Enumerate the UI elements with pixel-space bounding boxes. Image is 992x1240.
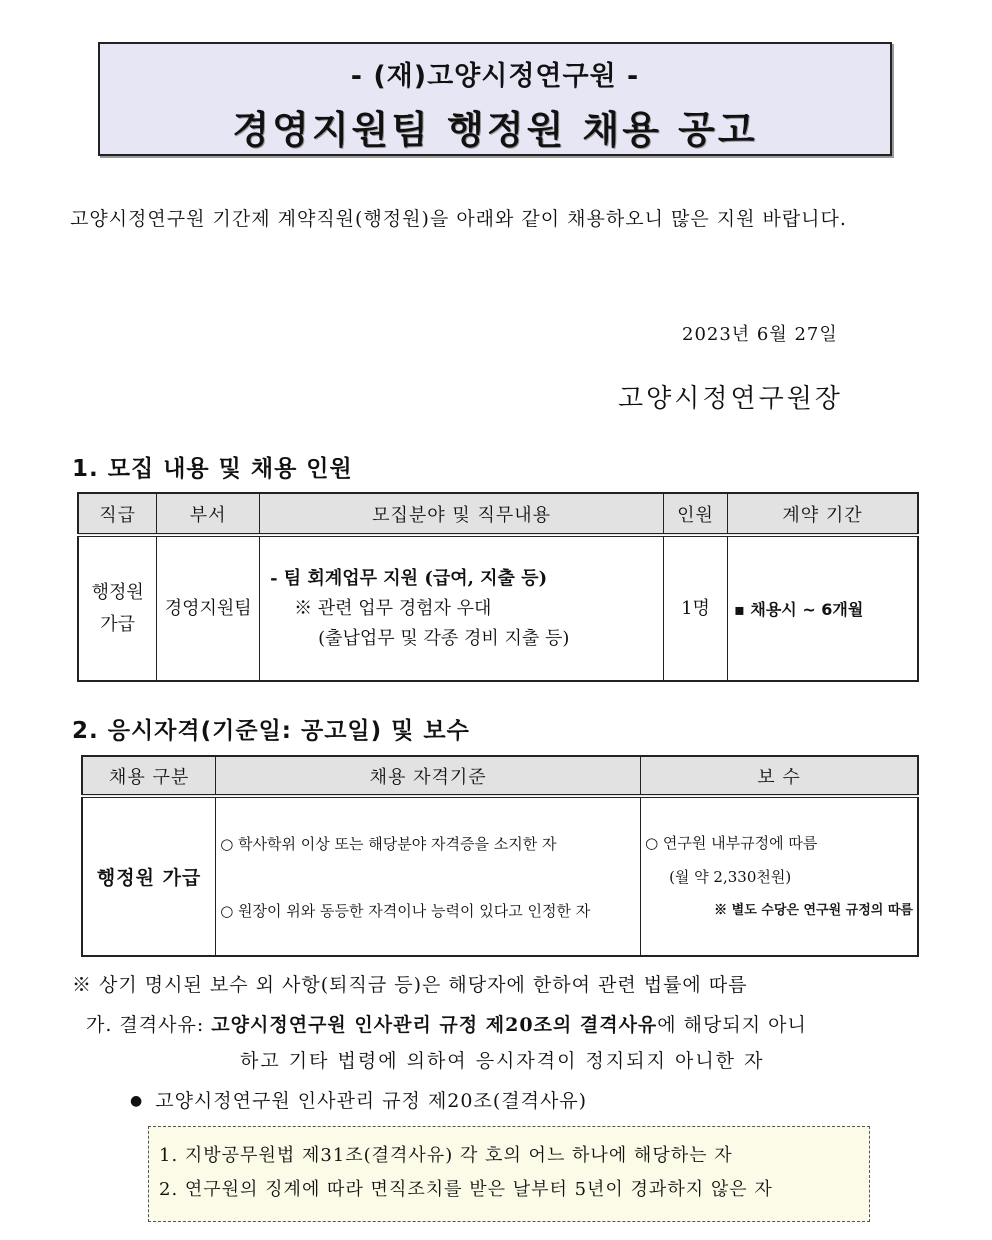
qual-item-1: ○ 학사학위 이상 또는 해당분야 자격증을 소지한 자: [220, 834, 557, 853]
dept-cell: 경영지원팀: [157, 535, 260, 681]
count-cell: 1명: [664, 535, 728, 681]
table-header-row: [78, 493, 918, 535]
rank-line2: 가급: [100, 613, 136, 635]
section2-heading: 2. 응시자격(기준일: 공고일) 및 보수: [72, 718, 470, 744]
disq-label: 가. 결격사유:: [86, 1014, 212, 1036]
intro-text: 고양시정연구원 기간제 계약직원(행정원)을 아래와 같이 채용하오니 많은 지원 바랍니다.: [70, 208, 847, 230]
duty-note: ※ 관련 업무 경험자 우대: [294, 597, 492, 619]
pay-cell: [641, 796, 918, 956]
section1-heading: 1. 모집 내용 및 채용 인원: [72, 456, 353, 482]
pay-remark: ※ 상기 명시된 보수 외 사항(퇴직금 등)은 해당자에 한하여 관련 법률에 따름: [72, 974, 748, 996]
col-rank: 직급: [78, 493, 157, 535]
disqualification-line2: 하고 기타 법령에 의하여 응시자격이 정지되지 아니한 자: [240, 1050, 765, 1072]
period-cell: ▪ 채용시 ~ 6개월: [727, 535, 918, 681]
bullet-icon: ●: [130, 1093, 144, 1109]
law-item-2: 2. 연구원의 징계에 따라 면직조치를 받은 날부터 5년이 경과하지 않은 자: [159, 1179, 773, 1200]
qualification-table: [81, 755, 919, 957]
col-qualification: 채용 자격기준: [216, 756, 641, 796]
col-period: 계약 기간: [727, 493, 918, 535]
qualification-cell: [216, 796, 641, 956]
category-cell: 행정원 가급: [82, 796, 216, 956]
col-category: 채용 구분: [82, 756, 216, 796]
duty-note2: (출납업무 및 각종 경비 지출 등): [318, 627, 570, 649]
law-item-1: 1. 지방공무원법 제31조(결격사유) 각 호의 어느 하나에 해당하는 자: [159, 1145, 733, 1166]
table-row: [78, 535, 918, 681]
issuer-name: 고양시정연구원장: [618, 384, 843, 414]
pay-line2: (월 약 2,330천원): [669, 867, 792, 886]
col-duty: 모집분야 및 직무내용: [260, 493, 664, 535]
pay-note: ※ 별도 수당은 연구원 규정의 따름: [714, 902, 913, 918]
bullet-text: 고양시정연구원 인사관리 규정 제20조(결격사유): [155, 1090, 588, 1112]
rank-cell: [78, 535, 157, 681]
col-pay: 보 수: [641, 756, 918, 796]
col-dept: 부서: [157, 493, 260, 535]
page-title: 경영지원팀 행정원 채용 공고: [232, 108, 758, 152]
qual-item-2: ○ 원장이 위와 동등한 자격이나 능력이 있다고 인정한 자: [220, 901, 591, 920]
law-box: [148, 1126, 870, 1222]
disq-bold: 고양시정연구원 인사관리 규정 제20조의 결격사유: [211, 1014, 658, 1036]
pay-line1: ○ 연구원 내부규정에 따름: [645, 833, 818, 852]
notice-date: 2023년 6월 27일: [682, 324, 838, 345]
duty-cell: [260, 535, 664, 681]
recruitment-table: [77, 492, 919, 682]
col-count: 인원: [664, 493, 728, 535]
duty-main: - 팀 회계업무 지원 (급여, 지출 등): [270, 567, 548, 589]
title-box: [98, 42, 892, 156]
table-header-row: [82, 756, 918, 796]
rank-line1: 행정원: [91, 581, 144, 603]
table-row: [82, 796, 918, 956]
disq-rest: 에 해당되지 아니: [657, 1014, 807, 1036]
disqualification-line1: [86, 1010, 807, 1037]
org-name: - (재)고양시정연구원 -: [350, 61, 640, 92]
regulation-bullet: [130, 1086, 587, 1113]
